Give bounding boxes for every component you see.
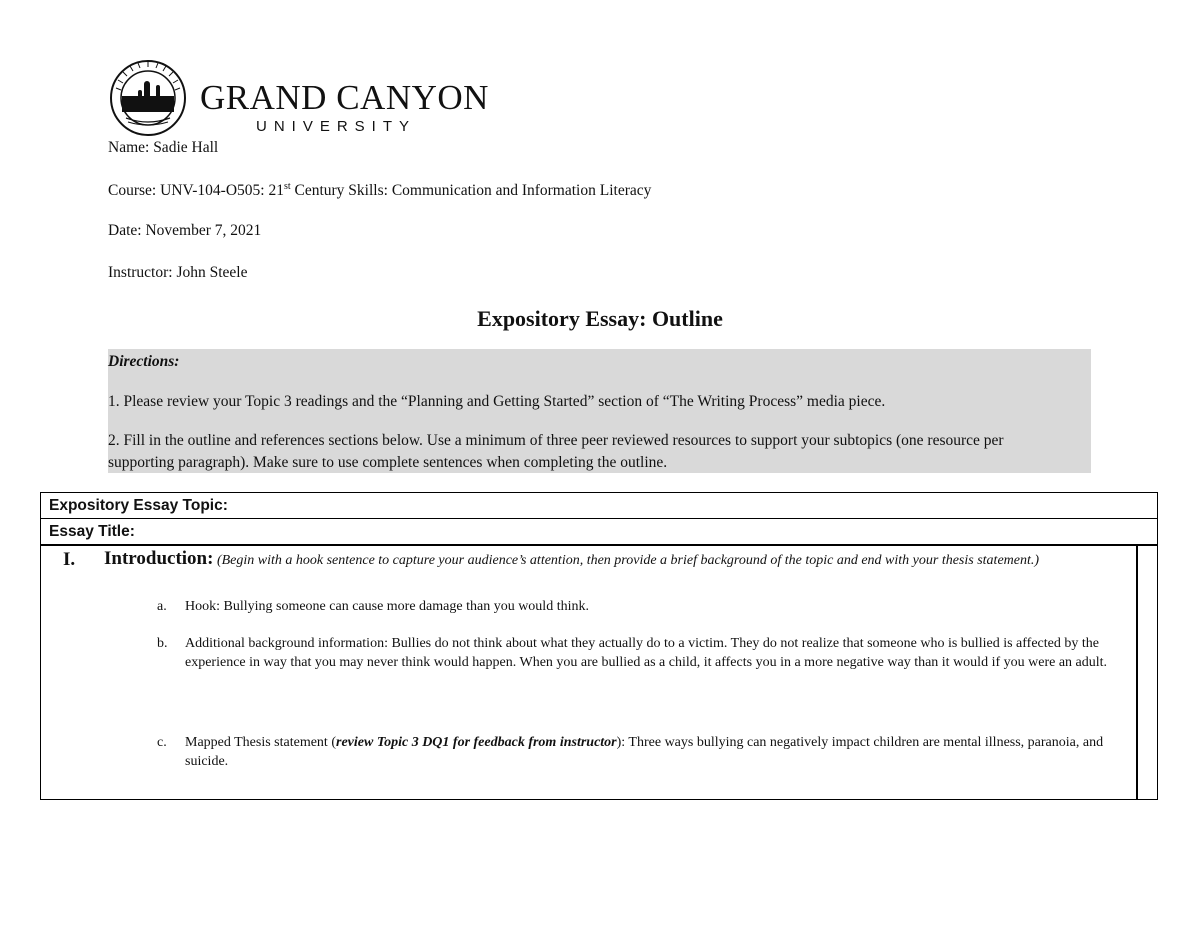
university-logo <box>108 58 488 140</box>
student-name: Name: Sadie Hall <box>108 139 219 156</box>
course-line <box>108 181 651 200</box>
university-seal-icon <box>108 58 192 140</box>
item-label: a. <box>157 599 167 614</box>
intro-heading-line <box>104 549 1124 571</box>
item-text <box>185 733 1135 771</box>
directions-heading: Directions: <box>108 353 180 370</box>
essay-title-row[interactable]: Essay Title: <box>41 519 1157 546</box>
intro-instructions: (Begin with a hook sentence to capture your audience’s attention, then provide a brief background of the topic and end with your thesis statement.) <box>216 553 1040 568</box>
directions-step-1: 1. Please review your Topic 3 readings and the “Planning and Getting Started” section of “The Writing Process” media piece. <box>108 393 886 410</box>
thesis-emphasis: review Topic 3 DQ1 for feedback from instructor <box>336 735 617 750</box>
directions-box <box>108 349 1091 473</box>
item-label: b. <box>157 636 168 651</box>
essay-topic-row[interactable]: Expository Essay Topic: <box>41 493 1157 519</box>
logo-subtitle: UNIVERSITY <box>256 118 417 135</box>
table-column-divider <box>1136 546 1138 799</box>
date-line: Date: November 7, 2021 <box>108 222 262 239</box>
course-suffix: Century Skills: Communication and Information Literacy <box>290 182 652 200</box>
intro-numeral: I. <box>63 549 76 570</box>
thesis-suffix: ): Three ways bullying can negatively impact children are mental illness, paranoia, and suicide. <box>185 735 1104 769</box>
logo-wordmark: GRAND CANYON <box>200 78 489 117</box>
intro-heading: Introduction: <box>104 548 214 569</box>
course-prefix: Course: UNV-104-O505: 21 <box>108 182 284 200</box>
thesis-prefix: Mapped Thesis statement ( <box>185 735 336 750</box>
directions-step-2: 2. Fill in the outline and references sections below. Use a minimum of three peer reviewed resources to support your subtopics (one resource per supporting paragraph). Make sure to use complete sentences when completing the outline. <box>108 432 1004 471</box>
instructor-line: Instructor: John Steele <box>108 264 248 281</box>
item-label: c. <box>157 735 167 750</box>
item-text: Additional background information: Bullies do not think about what they actually do to a victim. They do not realize that someone who is bullied is affected by the experience in way that you may never think would happen. When you are bullied as a child, it affects you in a more negative way than it would if you were an adult. <box>185 636 1108 670</box>
introduction-cell[interactable] <box>41 546 1157 799</box>
course-superscript: st <box>283 181 291 192</box>
item-text: Hook: Bullying someone can cause more damage than you would think. <box>185 599 589 614</box>
page-title: Expository Essay: Outline <box>477 306 723 331</box>
outline-table <box>40 492 1158 800</box>
